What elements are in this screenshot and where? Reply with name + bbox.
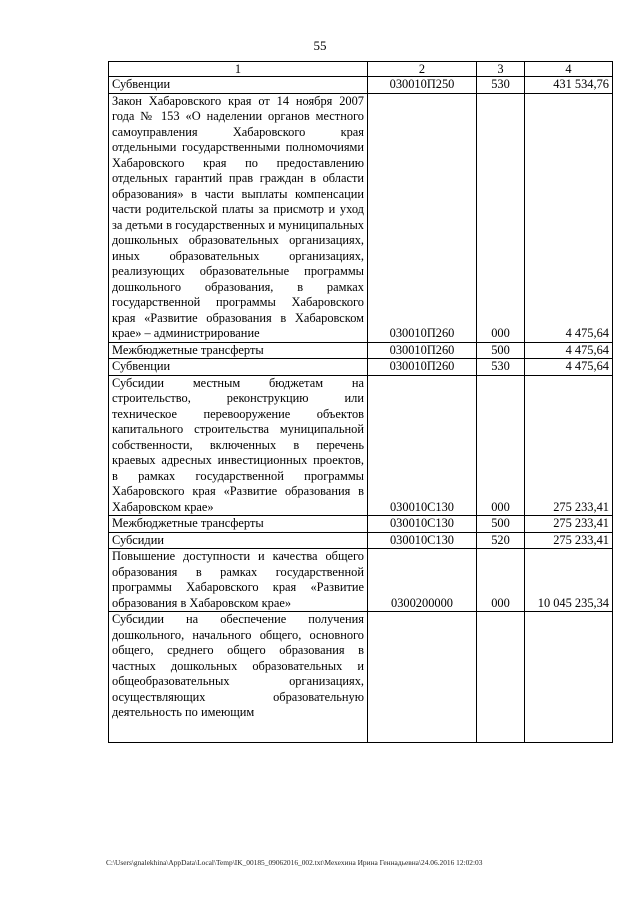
page-number: 55 (313, 38, 327, 53)
row-name: Межбюджетные трансферты (109, 516, 368, 533)
row-expense-type: 500 (477, 342, 525, 359)
row-expense-type: 530 (477, 359, 525, 376)
table-row (109, 93, 613, 342)
table-row (109, 516, 613, 533)
row-amount: 4 475,64 (525, 359, 613, 376)
table-row (109, 549, 613, 612)
row-expense-type: 000 (477, 549, 525, 612)
row-target-code: 030010П260 (368, 342, 477, 359)
table-row (109, 532, 613, 549)
row-expense-type: 520 (477, 532, 525, 549)
row-target-code: 0300200000 (368, 549, 477, 612)
row-amount: 4 475,64 (525, 93, 613, 342)
row-target-code: 030010П260 (368, 93, 477, 342)
row-target-code (368, 612, 477, 743)
row-expense-type: 000 (477, 93, 525, 342)
row-name: Межбюджетные трансферты (109, 342, 368, 359)
row-name: Субвенции (109, 359, 368, 376)
row-amount (525, 612, 613, 743)
table-header-row (109, 62, 613, 77)
row-name: Субсидии местным бюджетам на строительство, реконструкцию или техническое перевооружение объектов капитального строительства муниципальной собственности, включенных в перечень краевых адресных инвестиционных проектов, в рамках государственной программы Хабаровского края «Развитие образования в Хабаровском крае» (109, 375, 368, 516)
table-row (109, 359, 613, 376)
row-name: Закон Хабаровского края от 14 ноября 2007 года № 153 «О наделении органов местного самоуправления Хабаровского края отдельными государственными полномочиями Хабаровского края по предоставлению отдельных гарантий прав граждан в области образования» в части выплаты компенсации части родительской платы за присмотр и уход за детьми в государственных и муниципальных дошкольных образовательных организациях, иных образовательных организациях, реализующих образовательные программы дошкольного образования, в рамках государственной программы Хабаровского края «Развитие образования в Хабаровском крае» – администрирование (109, 93, 368, 342)
row-name-cell (109, 612, 368, 743)
table-row (109, 77, 613, 94)
row-target-code: 030010С130 (368, 532, 477, 549)
row-expense-type: 500 (477, 516, 525, 533)
row-name: Субвенции (109, 77, 368, 94)
row-expense-type: 530 (477, 77, 525, 94)
row-amount: 275 233,41 (525, 516, 613, 533)
row-target-code: 030010С130 (368, 516, 477, 533)
table-row (109, 342, 613, 359)
row-amount: 431 534,76 (525, 77, 613, 94)
table-row (109, 375, 613, 516)
row-name: Повышение доступности и качества общего образования в рамках государственной программы Хабаровского края «Развитие образования в Хабаровском крае» (109, 549, 368, 612)
row-name: Субсидии (109, 532, 368, 549)
row-expense-type (477, 612, 525, 743)
row-amount: 10 045 235,34 (525, 549, 613, 612)
column-header-2: 2 (368, 62, 477, 77)
row-target-code: 030010П250 (368, 77, 477, 94)
row-expense-type: 000 (477, 375, 525, 516)
column-header-3: 3 (477, 62, 525, 77)
column-header-1: 1 (109, 62, 368, 77)
row-amount: 275 233,41 (525, 532, 613, 549)
table-row-continued (109, 612, 613, 743)
budget-table (108, 61, 613, 743)
row-target-code: 030010П260 (368, 359, 477, 376)
row-amount: 4 475,64 (525, 342, 613, 359)
document-footer-path: C:\Users\gnalekhina\AppData\Local\Temp\IK_00185_09062016_002.txt\Мехехина Ирина Геннадьевна\24.06.2016 12:02:03 (106, 858, 483, 867)
column-header-4: 4 (525, 62, 613, 77)
row-target-code: 030010С130 (368, 375, 477, 516)
row-amount: 275 233,41 (525, 375, 613, 516)
row-name: Субсидии на обеспечение получения дошкольного, начального общего, основного общего, среднего общего образования в частных дошкольных образовательных и общеобразовательных организациях, осуществляющих образовательную деятельность по имеющим (112, 612, 364, 719)
